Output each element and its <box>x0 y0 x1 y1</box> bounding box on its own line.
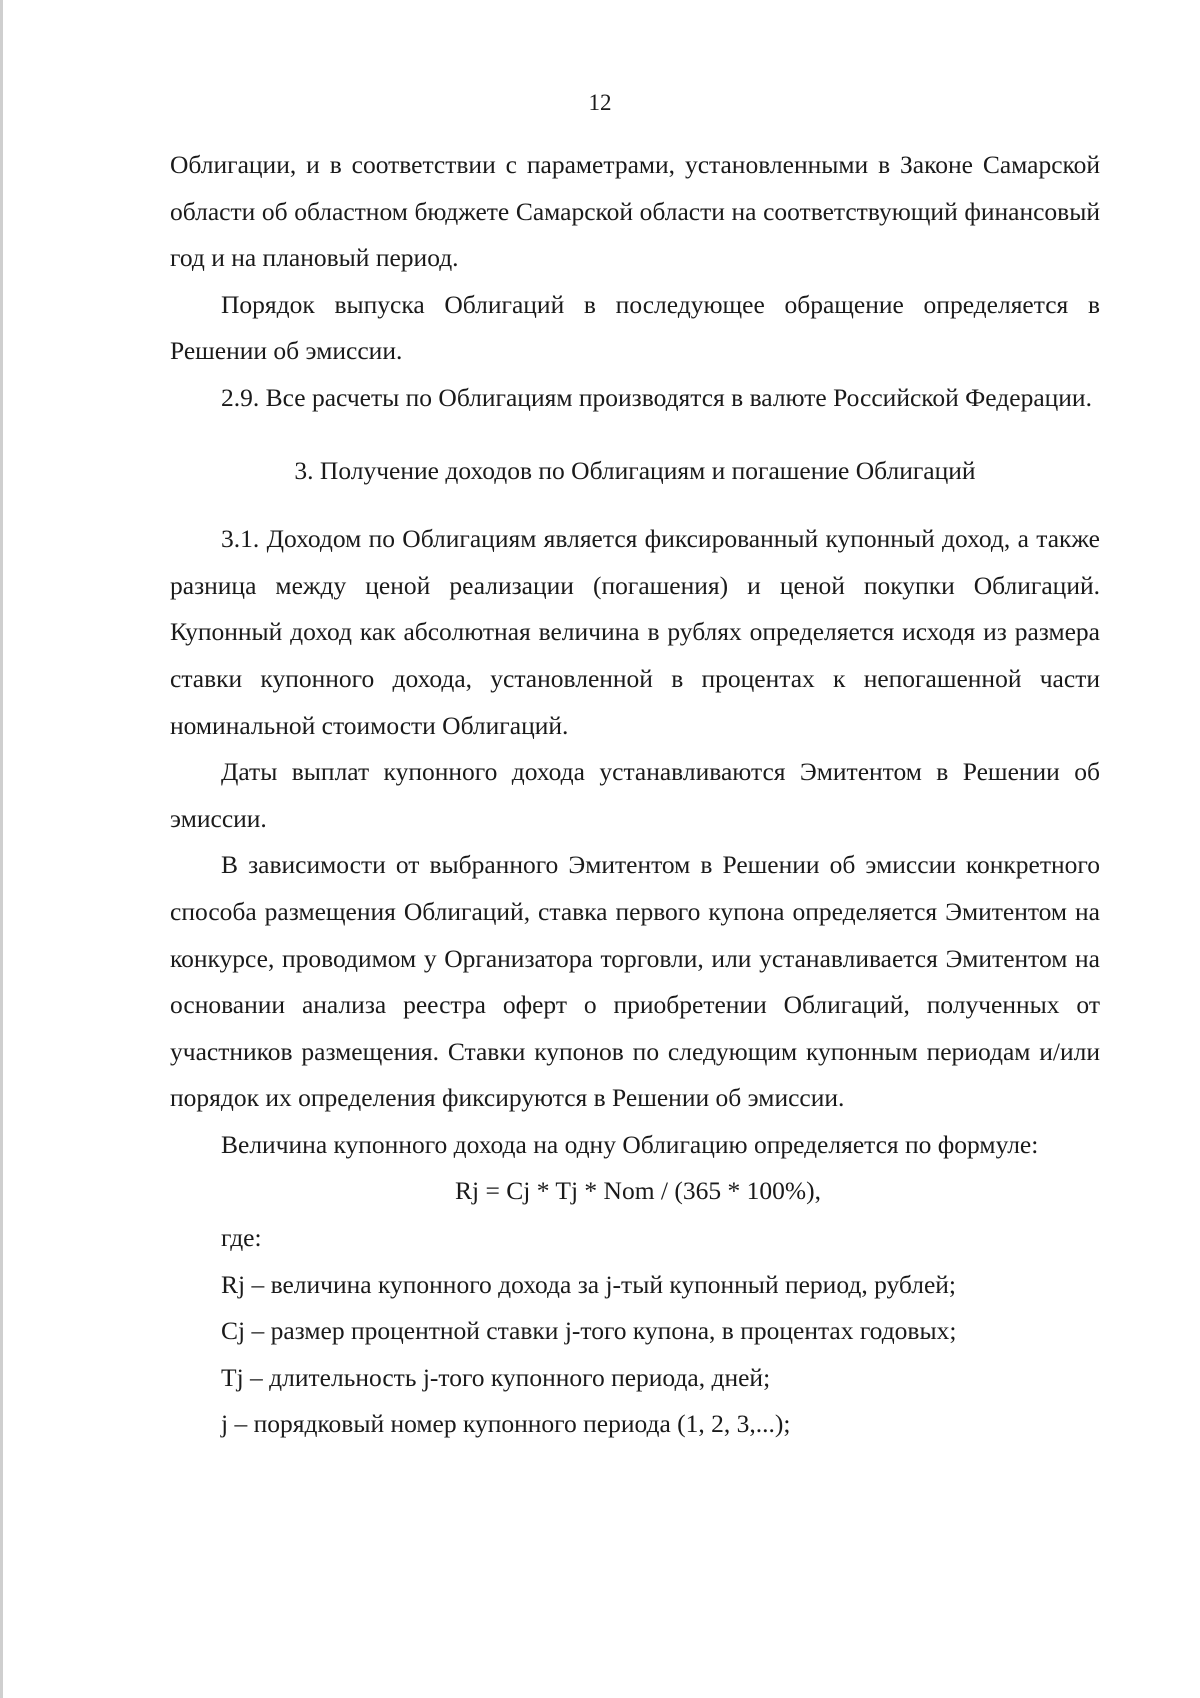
paragraph-3-1: 3.1. Доходом по Облигациям является фиксированный купонный доход, а также разница между ценой реализации (погашения) и ценой покупки Облигаций. Купонный доход как абсолютная величина в рублях определяется исходя из размера ставки купонного дохода, установленной в процентах к непогашенной части номинальной стоимости Облигаций. <box>170 524 1100 740</box>
page-number: 12 <box>588 90 612 115</box>
definition-j: j – порядковый номер купонного периода (1, 2, 3,...); <box>221 1409 791 1439</box>
section-heading: 3. Получение доходов по Облигациям и погашение Облигаций <box>294 455 976 485</box>
formula-where-label: где: <box>221 1223 262 1253</box>
document-body <box>170 142 1100 1448</box>
paragraph-2-9: 2.9. Все расчеты по Облигациям производятся в валюте Российской Федерации. <box>221 382 1092 412</box>
definition-tj: Tj – длительность j-того купонного периода, дней; <box>221 1362 771 1392</box>
page-edge <box>0 0 3 1698</box>
definition-rj: Rj – величина купонного дохода за j-тый купонный период, рублей; <box>221 1269 957 1299</box>
paragraph-formula-intro: Величина купонного дохода на одну Облигацию определяется по формуле: <box>221 1129 1039 1159</box>
definition-cj: Cj – размер процентной ставки j-того купона, в процентах годовых; <box>221 1316 957 1346</box>
coupon-formula: Rj = Cj * Tj * Nom / (365 * 100%), <box>455 1176 821 1206</box>
paragraph-coupon-dates: Даты выплат купонного дохода устанавливаются Эмитентом в Решении об эмиссии. <box>170 757 1100 833</box>
paragraph-continuation: Облигации, и в соответствии с параметрами, установленными в Законе Самарской области об областном бюджете Самарской области на соответствующий финансовый год и на плановый период. <box>170 150 1100 273</box>
paragraph-first-coupon-rate: В зависимости от выбранного Эмитентом в Решении об эмиссии конкретного способа размещения Облигаций, ставка первого купона определяется Эмитентом на конкурсе, проводимом у Организатора торговли, или устанавливается Эмитентом на основании анализа реестра оферт о приобретении Облигаций, полученных от участников размещения. Ставки купонов по следующим купонным периодам и/или порядок их определения фиксируются в Решении об эмиссии. <box>170 850 1100 1113</box>
paragraph-issue-order: Порядок выпуска Облигаций в последующее обращение определяется в Решении об эмиссии. <box>170 289 1100 366</box>
